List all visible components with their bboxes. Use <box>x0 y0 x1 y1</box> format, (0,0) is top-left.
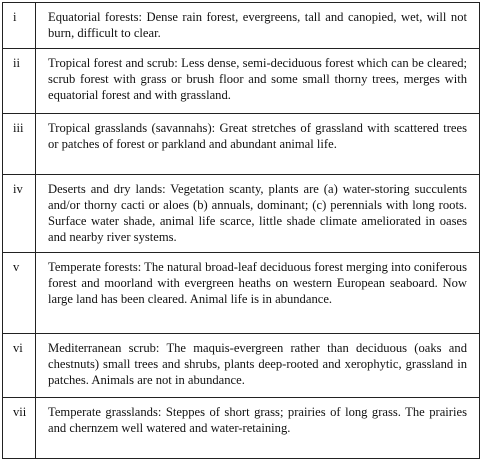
row-description: Tropical forest and scrub: Less dense, semi-deciduous forest which can be cleared; scrub forest with grass or brush floor and some small thorny trees, merges with equatorial forest and with grassland. <box>36 49 480 114</box>
table-row <box>3 398 480 459</box>
table-row <box>3 334 480 398</box>
row-number: iv <box>3 175 36 253</box>
row-description: Temperate grasslands: Steppes of short grass; prairies of long grass. The prairies and chernzem well watered and water-retaining. <box>36 398 480 459</box>
row-number: v <box>3 253 36 334</box>
row-number: ii <box>3 49 36 114</box>
row-description: Equatorial forests: Dense rain forest, evergreens, tall and canopied, wet, will not burn, difficult to clear. <box>36 3 480 49</box>
vegetation-table-page <box>2 2 480 474</box>
row-number: i <box>3 3 36 49</box>
row-number: iii <box>3 114 36 175</box>
row-number: vii <box>3 398 36 459</box>
row-number: vi <box>3 334 36 398</box>
table-row <box>3 3 480 49</box>
vegetation-types-table <box>2 2 480 459</box>
table-row <box>3 175 480 253</box>
row-description: Tropical grasslands (savannahs): Great stretches of grassland with scattered trees or patches of forest or parkland and abundant animal life. <box>36 114 480 175</box>
row-description: Mediterranean scrub: The maquis-evergreen rather than deciduous (oaks and chestnuts) small trees and shrubs, plants deep-rooted and xerophytic, grassland in patches. Animals are not in abundance. <box>36 334 480 398</box>
row-description: Temperate forests: The natural broad-leaf deciduous forest merging into coniferous forest and moorland with evergreen heaths on western European seaboard. Now large land has been cleared. Animal life is in abundance. <box>36 253 480 334</box>
table-row <box>3 114 480 175</box>
table-row <box>3 253 480 334</box>
table-row <box>3 49 480 114</box>
row-description: Deserts and dry lands: Vegetation scanty, plants are (a) water-storing succulents and/or thorny cacti or aloes (b) annuals, dominant; (c) perennials with long roots. Surface water shade, animal life scarce, little shade climate ameliorated in oases and nearby river systems. <box>36 175 480 253</box>
